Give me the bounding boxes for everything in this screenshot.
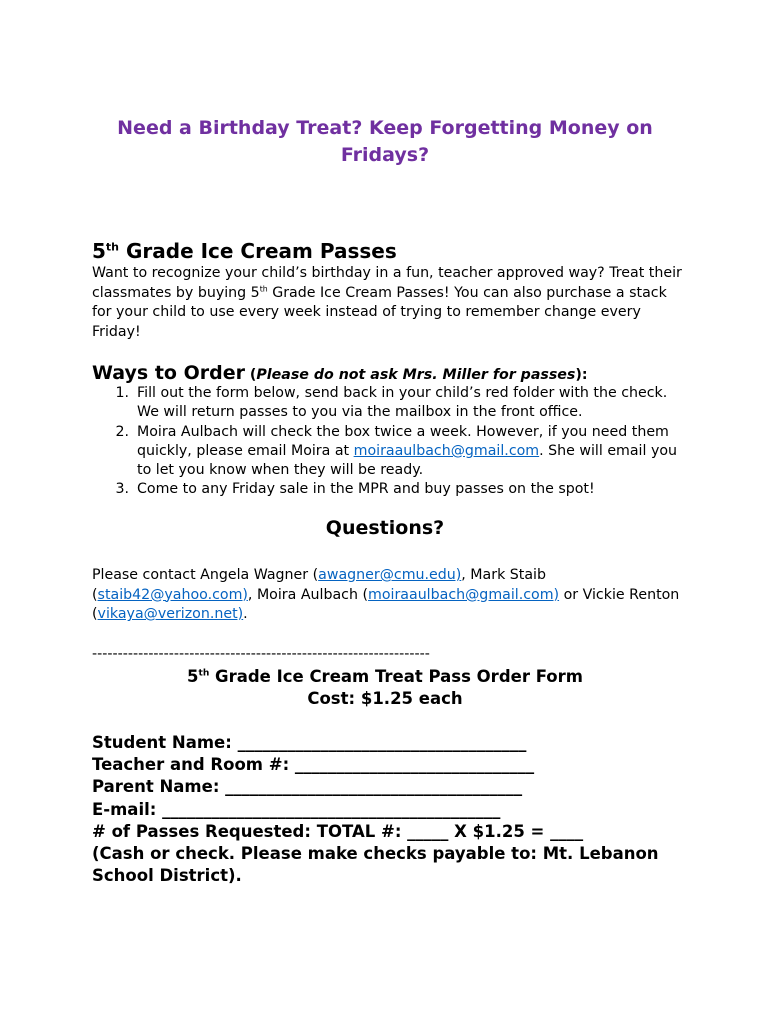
questions-heading: Questions? (325, 517, 445, 539)
order-heading-text: Ways to Order (92, 362, 245, 384)
list-item-number: 2. (115, 423, 129, 440)
email-link-moira[interactable]: moiraaulbach@gmail.com (353, 442, 540, 459)
list-item-text (137, 423, 682, 481)
passes-intro-paragraph (92, 264, 682, 342)
contact-text: , Mark Staib ( (92, 567, 547, 603)
email-link-renton[interactable]: vikaya@verizon.net) (97, 606, 244, 622)
contact-text: Please contact Angela Wagner ( (92, 567, 319, 583)
teacher-room-field[interactable]: Teacher and Room #: _____________________________ (92, 755, 535, 775)
order-note-close: ): (575, 367, 588, 383)
intro-text-part2: Grade Ice Cream Passes! You can also purchase a stack for your child to use every week instead of trying to remember change every Friday! (92, 284, 667, 340)
passes-heading-superscript: th (105, 240, 120, 254)
intro-superscript: th (259, 283, 268, 293)
parent-name-field[interactable]: Parent Name: ____________________________________ (92, 777, 523, 797)
email-link-wagner[interactable]: awagner@cmu.edu) (318, 567, 462, 583)
passes-heading (92, 238, 397, 264)
email-link-aulbach[interactable]: moiraaulbach@gmail.com) (368, 586, 560, 603)
order-note-open: ( (244, 367, 257, 383)
order-form-cost: Cost: $1.25 each (307, 689, 463, 708)
list-item-text-before: Moira Aulbach will check the box twice a week. However, if you need them quickly, please email Moira at (137, 423, 669, 459)
contact-text: . (243, 606, 248, 622)
page-title: Need a Birthday Treat? Keep Forgetting Money on Fridays? (117, 117, 653, 166)
order-form-fields (92, 732, 682, 887)
passes-heading-text: Grade Ice Cream Passes (119, 239, 397, 263)
list-item (92, 423, 682, 481)
order-note: Please do not ask Mrs. Miller for passes (256, 367, 576, 383)
passes-heading-number: 5 (92, 239, 106, 263)
list-item (92, 384, 682, 423)
cut-line-divider: ------------------------------------------------------------------ (92, 646, 430, 662)
form-title-text: Grade Ice Cream Treat Pass Order Form (209, 667, 583, 686)
list-item-text: Come to any Friday sale in the MPR and buy passes on the spot! (137, 481, 595, 498)
list-item-number: 1. (115, 385, 129, 401)
list-item-number: 3. (115, 481, 129, 498)
order-form-title (0, 666, 770, 688)
list-item (92, 480, 682, 499)
email-field[interactable]: E-mail: _________________________________________ (92, 799, 501, 819)
form-title-superscript: th (198, 668, 210, 679)
contact-text: or Vickie Renton ( (92, 586, 680, 622)
intro-text-part1: Want to recognize your child’s birthday in a fun, teacher approved way? Treat their classmates by buying 5 (92, 265, 682, 301)
order-list (92, 384, 682, 500)
contact-text: , Moira Aulbach ( (247, 586, 369, 603)
passes-total-field[interactable]: # of Passes Requested: TOTAL #: _____ X $1.25 = ____ (92, 821, 584, 841)
contact-paragraph (92, 566, 682, 625)
student-name-field[interactable]: Student Name: ___________________________________ (92, 733, 527, 752)
email-link-staib[interactable]: staib42@yahoo.com) (97, 586, 248, 603)
form-title-number: 5 (187, 667, 199, 686)
list-item-text: Fill out the form below, send back in your child’s red folder with the check. We will return passes to you via the mailbox in the front office. (137, 385, 668, 421)
payment-note: (Cash or check. Please make checks payable to: Mt. Lebanon School District). (92, 844, 659, 886)
list-item-text-after: . She will email you to let you know when they will be ready. (137, 442, 678, 479)
